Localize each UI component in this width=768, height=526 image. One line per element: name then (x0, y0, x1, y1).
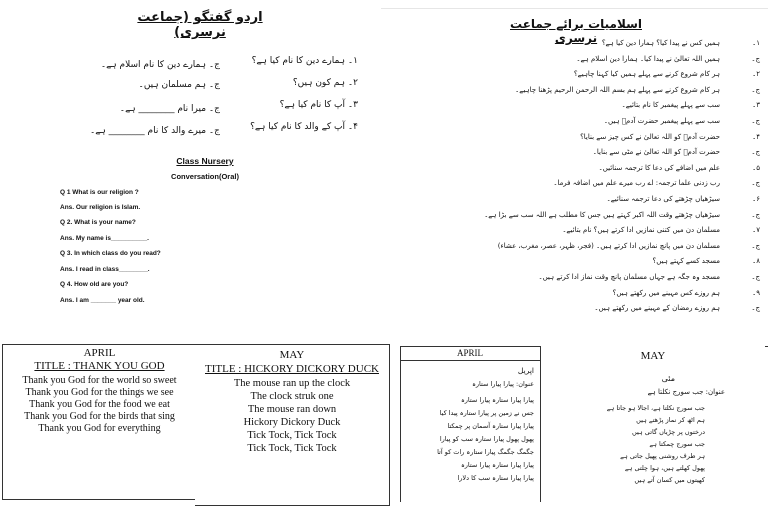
title-label: عنوان: (516, 380, 534, 388)
class-title: Class Nursery (176, 156, 234, 166)
title-label: عنوان: (705, 388, 725, 396)
april-urdu-line-4: پھول پھول پیارا ستارہ سب کو پیارا (439, 435, 534, 443)
islamiat-row-number: ج۔ (751, 54, 760, 63)
islamiat-row-text: ہر کام شروع کرنے سے پہلے ہم بسم اللہ الرحمن الرحیم پڑھنا چاہیے۔ (515, 85, 720, 94)
april-urdu-month: APRIL (456, 348, 483, 358)
april-line-4: Thank you God for the birds that sing (24, 411, 175, 422)
islamiat-row-text: ہمیں اللہ تعالیٰ نے پیدا کیا۔ ہمارا دین اسلام ہے۔ (576, 54, 720, 63)
islamiat-row-number: ۶۔ (752, 195, 760, 203)
islamiat-row-text: مسلمان دن میں کتنی نمازیں ادا کرتے ہیں؟ نام بتائیے۔ (562, 226, 720, 235)
may-urdu-title-row (648, 388, 725, 396)
may-urdu-line-7: کھیتوں میں کسان آتے ہیں (634, 476, 705, 484)
april-month: APRIL (83, 347, 116, 359)
question-number: ۳۔ (347, 100, 358, 110)
islamiat-row-number: ج۔ (751, 304, 760, 313)
english-a3: Ans. I read in class________. (60, 266, 150, 273)
islamiat-row-text: سب سے پہلے پیغمبر حضرت آدمؑ ہیں۔ (603, 117, 720, 125)
may-urdu-month: MAY (640, 350, 666, 362)
title-text: پیارا پیارا ستارہ (472, 380, 514, 388)
question-text: آپ کے والد کا نام کیا ہے؟ (250, 122, 345, 132)
question-number: ۲۔ (347, 78, 358, 88)
islamiat-row-number: ج۔ (751, 117, 760, 125)
urdu-conversation-title: اردو گفتگو (جماعت نرسری) (137, 10, 263, 40)
may-urdu-poem-box (541, 346, 765, 496)
answer-label: ج۔ (208, 80, 220, 90)
english-q1: Q 1 What is our religion ? (60, 189, 139, 196)
islamiat-row-text: سیڑھیاں چڑھتے کی دعا ترجمہ سنائیے۔ (606, 195, 720, 203)
april-urdu-line-1: پیارا پیارا ستارہ پیارا ستارہ (460, 396, 534, 404)
answer-label: ج۔ (208, 104, 220, 114)
urdu-question-2 (293, 78, 358, 88)
may-line-3: The mouse ran down (247, 404, 337, 415)
april-line-3: Thank you God for the food we eat (29, 399, 170, 410)
title-text: جب سورج نکلتا ہے (647, 388, 704, 396)
may-poem-box (195, 344, 390, 506)
answer-label: ج۔ (208, 126, 220, 136)
may-title: TITLE : HICKORY DICKORY DUCK (205, 363, 379, 375)
islamiat-row-text: مسجد کسے کہتے ہیں؟ (652, 257, 720, 266)
english-a4: Ans. I am _______ year old. (60, 297, 145, 304)
april-urdu-line-5: جگمگ جگمگ پیارا ستارہ رات کو آتا (437, 448, 534, 456)
islamiat-row-number: ج۔ (751, 148, 760, 157)
may-urdu-line-4: جب سورج چمکتا ہے (649, 440, 705, 448)
urdu-answer-4 (90, 126, 220, 136)
april-urdu-poem-box (400, 346, 540, 502)
islamiat-row-text: مسلمان دن میں پانچ نمازیں ادا کرتے ہیں۔ (فجر، ظہر، عصر، مغرب، عشاء) (497, 241, 720, 250)
may-line-4: Hickory Dickory Duck (243, 417, 341, 428)
may-line-6: Tick Tock, Tick Tock (247, 443, 337, 454)
islamiat-row-text: سیڑھیاں چڑھتے وقت اللہ اکبر کہتے ہیں جس کا مطلب ہے اللہ سب سے بڑا ہے۔ (484, 210, 720, 219)
islamiat-row-number: ۸۔ (752, 257, 760, 266)
islamiat-row-number: ۲۔ (752, 70, 760, 79)
may-urdu-heading: مئی (661, 374, 675, 383)
answer-text: میرے والد کا نام ________ ہے۔ (89, 126, 207, 136)
islamiat-row-number: ج۔ (751, 85, 760, 94)
urdu-answer-2 (139, 80, 220, 90)
answer-label: ج۔ (208, 60, 220, 70)
islamiat-row-text: ہر کام شروع کرنے سے پہلے ہمیں کیا کہنا چاہیے؟ (573, 70, 720, 79)
may-urdu-line-2: ہم اٹھ کر نماز پڑھتے ہیں (636, 416, 705, 424)
april-line-2: Thank you God for the things we see (25, 387, 174, 398)
answer-text: ہم مسلمان ہیں۔ (138, 80, 207, 90)
question-number: ۱۔ (347, 56, 358, 66)
islamiat-row-number: ۵۔ (752, 163, 760, 172)
may-urdu-line-3: درختوں پر چڑیاں گاتی ہیں (632, 428, 705, 436)
april-urdu-heading: اپریل (517, 366, 534, 375)
urdu-question-3 (280, 100, 358, 110)
islamiat-row-number: ج۔ (751, 179, 760, 188)
islamiat-row-number: ج۔ (751, 273, 760, 281)
question-text: آپ کا نام کیا ہے؟ (279, 100, 345, 110)
april-poem-box (2, 344, 197, 500)
islamiat-row-text: ہم روزے کس مہینے میں رکھتے ہیں؟ (612, 288, 720, 297)
english-a1: Ans. Our religion is Islam. (60, 204, 141, 211)
april-urdu-title-row (472, 380, 534, 388)
islamiat-row-number: ۹۔ (752, 288, 760, 297)
islamiat-row-number: ۷۔ (752, 226, 760, 235)
urdu-conversation-page (0, 0, 380, 330)
english-a2: Ans. My name is__________. (60, 235, 149, 242)
april-title: TITLE : THANK YOU GOD (34, 360, 165, 372)
islamiat-title: اسلامیات برائے جماعت نرسری (510, 17, 642, 45)
islamiat-page (381, 8, 768, 331)
may-month: MAY (279, 349, 305, 361)
english-q2: Q 2. What is your name? (60, 219, 136, 226)
april-urdu-line-6: پیارا پیارا ستارہ پیارا ستارہ (460, 461, 534, 469)
islamiat-row-text: ہمیں کس نے پیدا کیا؟ ہمارا دین کیا ہے؟ (601, 39, 720, 47)
april-urdu-line-3: پیارا پیارا ستارہ آسمان پر چمکتا (447, 422, 534, 430)
april-urdu-line-2: جس نے زمین پر پیارا ستارہ پیدا کیا (439, 409, 534, 417)
islamiat-row-text: حضرت آدمؑ کو اللہ تعالیٰ نے کس چیز سے بنایا؟ (580, 132, 720, 141)
islamiat-row-number: ج۔ (751, 241, 760, 250)
question-text: ہمارے دین کا نام کیا ہے؟ (251, 56, 345, 66)
april-line-5: Thank you God for everything (38, 423, 161, 434)
islamiat-row-text: ہم روزے رمضان کے مہینے میں رکھتے ہیں۔ (594, 304, 720, 313)
answer-text: ہمارے دین کا نام اسلام ہے۔ (100, 60, 207, 70)
islamiat-row-text: سب سے پہلے پیغمبر کا نام بتائیے۔ (621, 101, 720, 110)
conversation-subtitle: Conversation(Oral) (171, 172, 239, 181)
may-urdu-line-6: پھول کھلتے ہیں، ہوا چلتی ہے (624, 464, 705, 472)
urdu-question-1 (252, 56, 358, 66)
islamiat-row-text: مسجد وہ جگہ ہے جہاں مسلمان پانچ وقت نماز ادا کرتے ہیں۔ (538, 273, 720, 281)
islamiat-row-number: ۳۔ (752, 101, 760, 110)
may-line-5: Tick Tock, Tick Tock (247, 430, 337, 441)
urdu-answer-3 (120, 104, 220, 114)
question-text: ہم کون ہیں؟ (292, 78, 345, 88)
islamiat-row-number: ۴۔ (752, 132, 760, 141)
urdu-question-4 (250, 122, 358, 132)
islamiat-row-text: حضرت آدمؑ کو اللہ تعالیٰ نے مٹی سے بنایا۔ (592, 148, 720, 157)
urdu-answer-1 (101, 60, 220, 70)
may-line-2: The clock struk one (250, 391, 334, 402)
islamiat-row-number: ۱۔ (752, 39, 760, 47)
answer-text: میرا نام ________ ہے۔ (119, 104, 207, 114)
april-urdu-line-7: پیارا پیارا ستارہ سب کا دلارا (457, 474, 534, 482)
april-line-1: Thank you God for the world so sweet (22, 375, 177, 386)
english-q4: Q 4. How old are you? (60, 281, 129, 288)
may-urdu-line-1: جب سورج نکلتا ہے، اجالا ہو جاتا ہے (606, 404, 705, 412)
islamiat-row-text: رب زدنی علما ترجمہ: اے رب میرے علم میں اضافہ فرما۔ (553, 179, 720, 188)
may-line-1: The mouse ran up the clock (233, 378, 351, 389)
islamiat-row-number: ج۔ (751, 210, 760, 219)
question-number: ۴۔ (347, 122, 358, 132)
islamiat-row-text: علم میں اضافے کی دعا کا ترجمہ سنائیں۔ (598, 163, 720, 172)
may-urdu-line-5: ہر طرف روشنی پھیل جاتی ہے (620, 452, 705, 460)
english-q3: Q 3. In which class do you read? (60, 250, 161, 257)
